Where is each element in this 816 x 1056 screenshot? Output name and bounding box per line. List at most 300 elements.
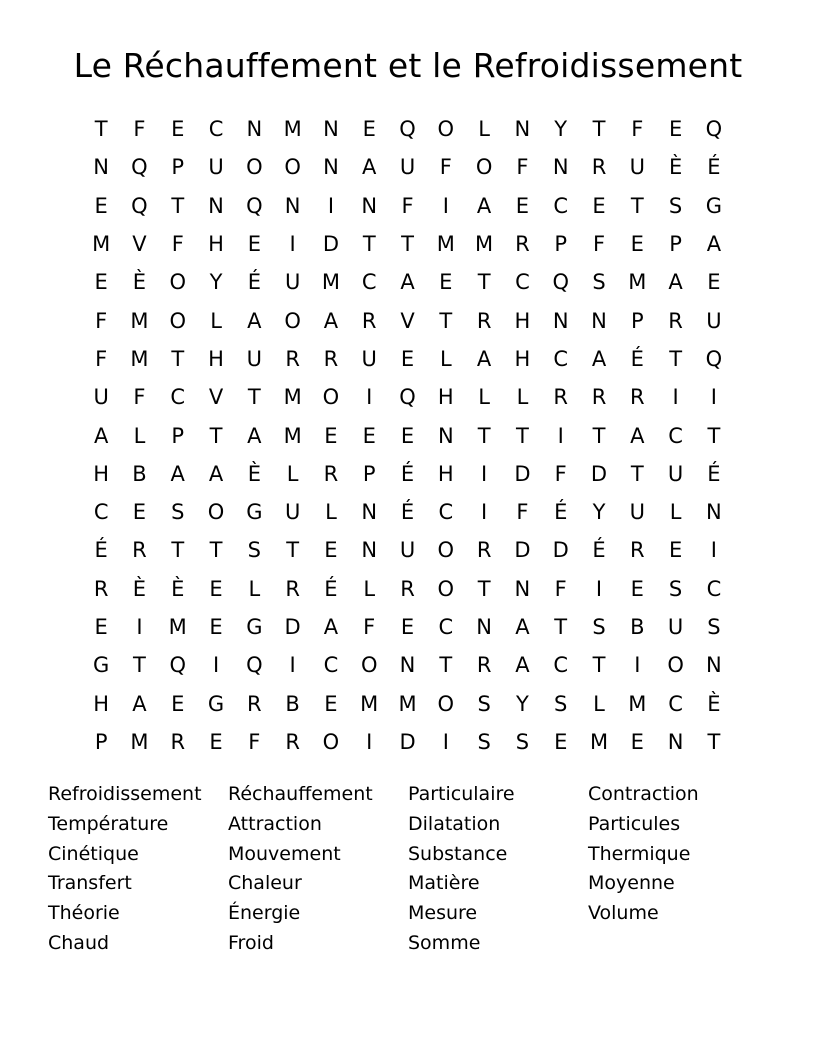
grid-letter: E [668, 538, 683, 563]
grid-letter: Q [131, 155, 148, 180]
grid-letter: I [481, 461, 488, 486]
grid-letter: O [207, 500, 225, 525]
grid-letter: N [323, 155, 339, 180]
grid-letter: A [323, 308, 339, 333]
grid-letter: O [437, 538, 455, 563]
grid-letter: È [707, 691, 721, 716]
grid-letter: F [401, 193, 414, 218]
grid-letter: E [171, 691, 185, 716]
grid-letter: I [212, 653, 220, 678]
grid-letter: A [247, 423, 262, 448]
grid-letter: D [514, 461, 531, 486]
grid-letter: T [209, 423, 223, 448]
grid-letter: O [475, 155, 493, 180]
grid-letter: Q [169, 653, 186, 678]
grid-letter: T [477, 270, 491, 295]
grid-row [82, 570, 742, 608]
grid-letter: M [283, 385, 302, 410]
grid-letter: S [171, 500, 185, 525]
grid-letter: A [515, 615, 530, 639]
grid-letter: I [710, 385, 717, 410]
grid-letter: O [169, 308, 186, 333]
grid-letter: H [93, 461, 110, 486]
grid-letter: H [437, 461, 454, 486]
grid-letter: E [362, 423, 376, 448]
grid-letter: M [130, 346, 149, 371]
grid-letter: Q [399, 385, 416, 410]
grid-letter: A [515, 653, 530, 678]
grid-letter: Y [516, 691, 529, 716]
grid-row [82, 455, 742, 493]
grid-letter: I [289, 232, 296, 257]
grid-letter: C [706, 576, 722, 601]
grid-letter: R [285, 576, 300, 601]
grid-letter: F [363, 615, 376, 639]
grid-letter: R [170, 729, 186, 754]
grid-letter: D [284, 615, 301, 639]
grid-letter: R [630, 385, 645, 410]
word-bank-item: Volume [588, 902, 659, 925]
grid-letter: S [707, 615, 721, 639]
grid-letter: R [285, 729, 300, 754]
grid-letter: O [322, 385, 340, 410]
word-bank-item: Attraction [228, 812, 322, 835]
grid-letter: N [552, 308, 569, 333]
grid-letter: M [92, 232, 111, 257]
grid-letter: T [477, 576, 491, 601]
grid-letter: N [706, 500, 722, 525]
grid-letter: I [481, 500, 488, 525]
grid-letter: C [323, 653, 339, 678]
grid-letter: L [210, 308, 222, 333]
grid-letter: P [94, 729, 108, 754]
grid-letter: I [442, 729, 449, 754]
grid-letter: E [171, 117, 185, 142]
grid-letter: C [553, 653, 569, 678]
grid-letter: N [284, 193, 301, 218]
grid-letter: È [247, 461, 261, 486]
grid-letter: I [442, 193, 449, 218]
grid-letter: T [477, 423, 491, 448]
grid-letter: V [208, 385, 224, 410]
grid-letter: N [361, 500, 378, 525]
grid-letter: F [248, 729, 261, 754]
grid-letter: V [400, 308, 415, 333]
grid-letter: L [439, 346, 452, 371]
grid-letter: O [437, 117, 455, 142]
grid-letter: R [668, 308, 683, 333]
grid-letter: G [705, 193, 723, 218]
grid-letter: R [630, 538, 645, 563]
grid-letter: N [361, 193, 378, 218]
grid-row [82, 684, 742, 722]
grid-letter: L [248, 576, 261, 601]
grid-letter: R [323, 461, 339, 486]
word-search-grid [82, 110, 742, 761]
grid-letter: P [171, 155, 185, 180]
grid-letter: P [171, 423, 185, 448]
grid-letter: U [629, 155, 645, 180]
grid-row [82, 110, 742, 148]
grid-letter: I [557, 423, 564, 448]
word-bank-item: Cinétique [48, 842, 139, 865]
grid-letter: L [133, 423, 146, 448]
grid-letter: C [553, 193, 569, 218]
grid-letter: G [207, 691, 225, 716]
grid-letter: R [591, 385, 607, 410]
grid-letter: M [475, 232, 494, 257]
grid-letter: N [514, 576, 531, 601]
grid-letter: T [171, 538, 185, 563]
grid-row [82, 608, 742, 646]
grid-letter: R [515, 232, 530, 257]
grid-letter: T [630, 461, 644, 486]
grid-letter: Y [209, 270, 223, 295]
word-bank-item: Thermique [588, 842, 691, 865]
grid-letter: A [476, 193, 492, 218]
grid-row [82, 531, 742, 569]
grid-letter: I [710, 538, 717, 563]
grid-letter: M [589, 729, 609, 754]
grid-letter: È [171, 576, 185, 601]
grid-letter: I [289, 653, 296, 678]
grid-row [82, 148, 742, 186]
grid-letter: U [246, 346, 263, 371]
grid-letter: P [362, 461, 376, 486]
grid-letter: A [208, 461, 224, 486]
grid-letter: E [515, 193, 530, 218]
grid-letter: H [208, 232, 224, 257]
grid-letter: F [554, 576, 567, 601]
grid-letter: I [634, 653, 641, 678]
word-bank-item: Contraction [588, 783, 699, 805]
grid-letter: T [247, 385, 261, 410]
grid-row [82, 340, 742, 378]
grid-letter: A [476, 346, 492, 371]
grid-letter: T [592, 423, 606, 448]
grid-letter: R [476, 653, 492, 678]
grid-letter: T [439, 653, 453, 678]
grid-letter: N [591, 308, 607, 333]
grid-letter: E [324, 423, 338, 448]
grid-letter: U [208, 155, 224, 180]
grid-letter: Q [705, 117, 723, 142]
grid-letter: A [400, 270, 415, 295]
word-bank-item: Mouvement [228, 842, 341, 865]
grid-letter: L [516, 385, 529, 410]
grid-letter: E [554, 729, 568, 754]
grid-letter: T [592, 117, 606, 142]
grid-letter: E [362, 117, 376, 142]
grid-letter: T [401, 232, 414, 257]
grid-letter: A [323, 615, 339, 639]
grid-letter: E [592, 193, 606, 218]
grid-letter: M [321, 270, 340, 295]
grid-letter: R [132, 538, 147, 563]
grid-letter: U [706, 308, 722, 333]
grid-letter: L [286, 461, 299, 486]
grid-letter: A [591, 346, 607, 371]
grid-letter: B [630, 615, 645, 639]
grid-letter: G [246, 615, 263, 639]
grid-letter: T [554, 615, 568, 639]
grid-letter: M [628, 270, 647, 295]
grid-letter: P [554, 232, 568, 257]
grid-letter: F [95, 346, 108, 371]
grid-letter: P [669, 232, 682, 257]
grid-letter: A [706, 232, 722, 257]
grid-letter: P [630, 308, 644, 333]
grid-letter: E [400, 615, 415, 639]
grid-letter: E [400, 346, 415, 371]
grid-letter: I [366, 385, 373, 410]
grid-letter: R [285, 346, 300, 371]
grid-row [82, 416, 742, 454]
grid-letter: F [631, 117, 644, 142]
grid-letter: A [170, 461, 185, 486]
grid-letter: F [133, 117, 146, 142]
word-bank-item: Matière [408, 872, 480, 895]
grid-letter: T [630, 193, 644, 218]
grid-letter: H [514, 346, 531, 371]
grid-letter: E [209, 576, 223, 601]
grid-letter: R [361, 308, 377, 333]
grid-letter: E [324, 691, 338, 716]
word-bank-item: Énergie [228, 902, 301, 925]
grid-letter: C [668, 691, 683, 716]
grid-letter: U [667, 615, 684, 639]
grid-letter: T [362, 232, 376, 257]
grid-letter: È [132, 270, 147, 295]
grid-letter: R [553, 385, 568, 410]
grid-letter: É [707, 155, 721, 180]
word-bank-item: Chaleur [228, 872, 302, 895]
grid-letter: N [667, 729, 684, 754]
word-bank-item: Mesure [408, 902, 478, 925]
word-bank-item: Froid [228, 931, 274, 954]
grid-letter: C [553, 346, 569, 371]
word-bank-item: Température [48, 812, 169, 835]
grid-letter: C [438, 615, 454, 639]
grid-letter: É [324, 576, 338, 601]
grid-letter: I [672, 385, 679, 410]
grid-letter: H [208, 346, 224, 371]
grid-letter: É [400, 500, 415, 525]
grid-letter: L [593, 691, 605, 716]
grid-letter: M [360, 691, 379, 716]
grid-letter: A [132, 691, 147, 716]
grid-letter: A [362, 155, 377, 180]
grid-letter: O [322, 729, 340, 754]
word-bank-item: Théorie [48, 902, 120, 925]
word-bank-item: Réchauffement [228, 783, 373, 805]
grid-letter: Y [554, 117, 568, 142]
grid-letter: N [552, 155, 569, 180]
grid-letter: M [628, 691, 647, 716]
grid-letter: T [592, 653, 606, 678]
grid-letter: E [94, 270, 108, 295]
grid-letter: U [93, 385, 109, 410]
grid-letter: Y [592, 500, 606, 525]
grid-letter: A [668, 270, 683, 295]
grid-letter: V [132, 232, 147, 257]
grid-letter: M [130, 729, 149, 754]
grid-letter: C [361, 270, 377, 295]
grid-letter: T [669, 346, 683, 371]
grid-letter: É [707, 461, 721, 486]
grid-letter: T [133, 653, 146, 678]
grid-letter: Q [705, 346, 723, 371]
word-bank-item: Chaud [48, 931, 110, 954]
grid-letter: D [322, 232, 340, 257]
grid-letter: U [284, 270, 301, 295]
word-bank-item: Particules [588, 812, 681, 835]
grid-letter: S [592, 270, 606, 295]
grid-letter: T [209, 538, 223, 563]
grid-letter: Q [399, 117, 416, 142]
grid-letter: D [552, 538, 569, 563]
grid-letter: N [476, 615, 492, 639]
grid-letter: O [437, 576, 455, 601]
grid-letter: U [629, 500, 645, 525]
grid-row [82, 646, 742, 684]
grid-letter: S [668, 576, 683, 601]
grid-letter: G [93, 653, 110, 678]
grid-letter: M [168, 615, 187, 639]
grid-letter: F [554, 461, 567, 486]
grid-letter: N [208, 193, 224, 218]
grid-letter: É [630, 346, 644, 371]
grid-row [82, 263, 742, 301]
grid-letter: E [324, 538, 338, 563]
grid-letter: N [706, 653, 722, 678]
grid-letter: N [361, 538, 378, 563]
grid-letter: A [93, 423, 109, 448]
grid-letter: É [592, 538, 606, 563]
grid-letter: I [327, 193, 335, 218]
word-bank-item: Dilatation [408, 812, 501, 835]
grid-letter: T [286, 538, 300, 563]
grid-letter: E [630, 232, 644, 257]
grid-letter: U [399, 155, 416, 180]
grid-letter: H [93, 691, 110, 716]
grid-letter: L [478, 385, 490, 410]
grid-letter: D [399, 729, 416, 754]
grid-letter: I [136, 615, 143, 639]
grid-row [82, 723, 742, 761]
grid-letter: U [284, 500, 301, 525]
grid-letter: O [284, 155, 301, 180]
grid-letter: Q [246, 653, 263, 678]
grid-letter: R [323, 346, 339, 371]
grid-letter: T [516, 423, 529, 448]
grid-letter: O [284, 308, 301, 333]
grid-letter: M [130, 308, 149, 333]
grid-letter: Q [246, 193, 263, 218]
grid-letter: M [398, 691, 417, 716]
grid-letter: E [630, 576, 644, 601]
grid-letter: É [247, 270, 261, 295]
grid-letter: É [400, 461, 415, 486]
grid-letter: E [247, 232, 261, 257]
grid-letter: Q [131, 193, 148, 218]
grid-letter: R [93, 576, 109, 601]
grid-letter: T [94, 117, 108, 142]
grid-letter: N [246, 117, 263, 142]
grid-letter: C [668, 423, 683, 448]
grid-letter: O [667, 653, 684, 678]
grid-letter: E [209, 615, 223, 639]
grid-letter: R [476, 308, 492, 333]
grid-letter: T [171, 346, 185, 371]
grid-letter: O [169, 270, 186, 295]
grid-letter: S [247, 538, 261, 563]
grid-letter: R [247, 691, 262, 716]
grid-letter: G [246, 500, 263, 525]
grid-letter: C [438, 500, 454, 525]
grid-row [82, 493, 742, 531]
grid-letter: L [363, 576, 376, 601]
grid-letter: S [668, 193, 683, 218]
grid-letter: E [439, 270, 453, 295]
grid-letter: F [439, 155, 452, 180]
grid-letter: Q [552, 270, 569, 295]
grid-letter: R [476, 538, 492, 563]
grid-letter: O [437, 691, 455, 716]
word-bank [48, 780, 768, 959]
grid-letter: L [669, 500, 682, 525]
grid-letter: F [516, 155, 529, 180]
grid-letter: E [132, 500, 147, 525]
grid-letter: U [399, 538, 416, 563]
grid-letter: B [285, 691, 300, 716]
grid-row [82, 301, 742, 339]
grid-letter: D [590, 461, 608, 486]
grid-letter: O [246, 155, 263, 180]
grid-letter: I [366, 729, 373, 754]
grid-letter: N [514, 117, 531, 142]
grid-letter: A [247, 308, 262, 333]
grid-letter: C [170, 385, 186, 410]
grid-row [82, 187, 742, 225]
word-bank-item: Somme [408, 931, 481, 954]
grid-letter: È [132, 576, 147, 601]
grid-letter: F [171, 232, 184, 257]
grid-letter: S [554, 691, 568, 716]
word-bank-item: Refroidissement [48, 783, 202, 805]
grid-letter: F [592, 232, 606, 257]
word-bank-item: Particulaire [408, 783, 515, 805]
grid-letter: É [94, 538, 108, 563]
page-title: Le Réchauffement et le Refroidissement [73, 46, 743, 85]
grid-letter: H [514, 308, 531, 333]
grid-letter: B [132, 461, 147, 486]
grid-letter: E [630, 729, 644, 754]
grid-letter: E [707, 270, 721, 295]
grid-letter: S [592, 615, 606, 639]
word-bank-item: Moyenne [588, 872, 675, 895]
grid-letter: E [209, 729, 223, 754]
grid-letter: F [133, 385, 146, 410]
grid-letter: C [515, 270, 530, 295]
grid-letter: E [94, 193, 108, 218]
grid-letter: L [325, 500, 337, 525]
grid-letter: L [478, 117, 490, 142]
grid-letter: M [283, 117, 302, 142]
grid-letter: É [554, 500, 568, 525]
grid-letter: S [477, 729, 491, 754]
grid-letter: F [95, 308, 108, 333]
